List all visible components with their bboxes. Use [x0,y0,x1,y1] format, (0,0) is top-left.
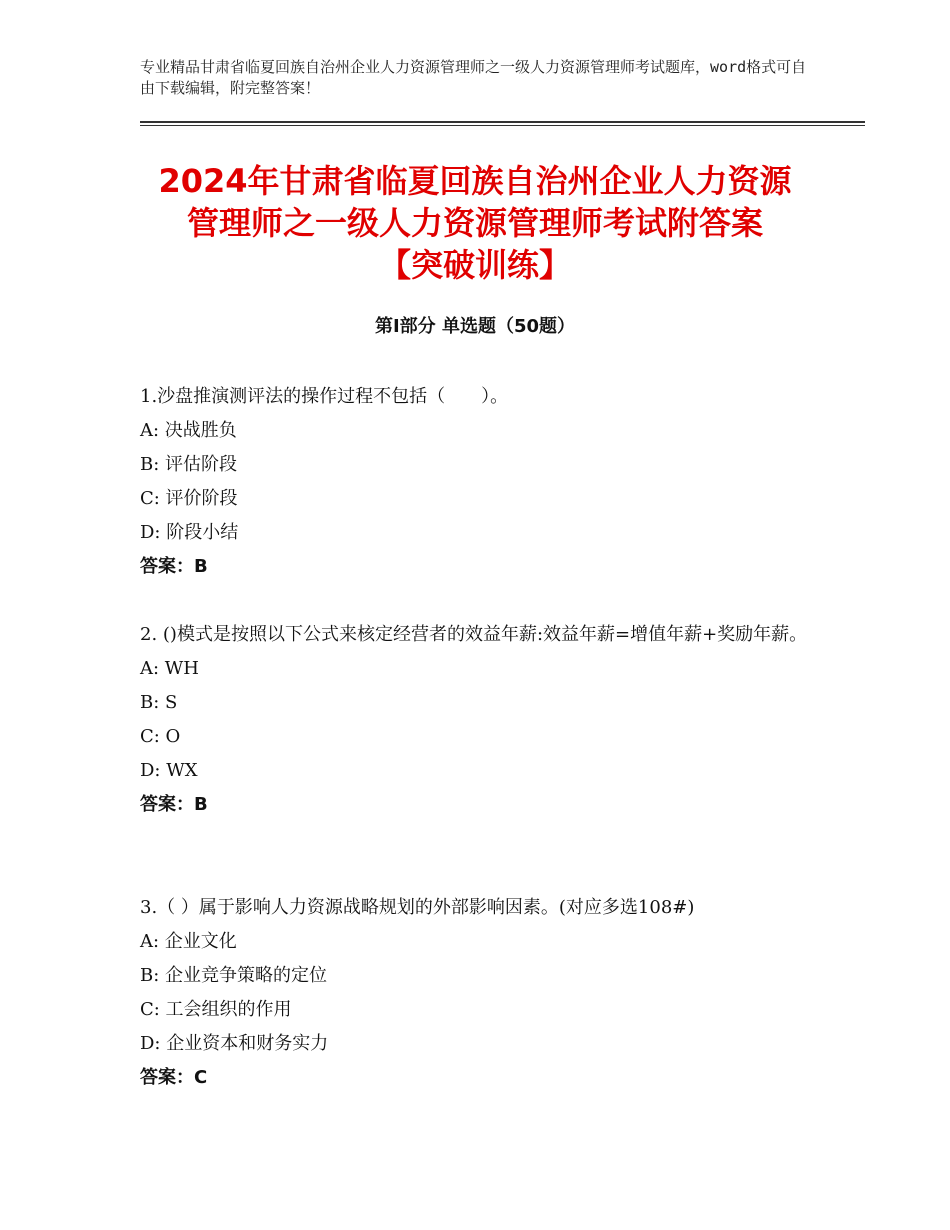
header-note: 专业精品甘肃省临夏回族自治州企业人力资源管理师之一级人力资源管理师考试题库，word格式可自由下载编辑，附完整答案！ [140,58,807,97]
title-line-2: 管理师之一级人力资源管理师考试附答案 [186,204,763,242]
option-d: D: 企业资本和财务实力 [140,1033,329,1054]
title-line-1: 2024年甘肃省临夏回族自治州企业人力资源 [158,162,792,200]
question-text: 3.（ ）属于影响人力资源战略规划的外部影响因素。(对应多选108#) [140,897,695,918]
option-d: D: WX [140,760,198,781]
option-a: A: 企业文化 [140,931,237,952]
question-1 [140,380,820,584]
question-text: 1.沙盘推演测评法的操作过程不包括（ ）。 [140,386,509,407]
option-a: A: WH [140,658,199,679]
question-2 [140,618,820,822]
answer: 答案：B [140,794,208,815]
option-b: B: S [140,692,178,713]
option-c: C: 工会组织的作用 [140,999,292,1020]
option-b: B: 评估阶段 [140,454,238,475]
answer: 答案：C [140,1067,208,1088]
document-title [100,160,850,286]
option-b: B: 企业竞争策略的定位 [140,965,328,986]
option-a: A: 决战胜负 [140,420,237,441]
option-c: C: 评价阶段 [140,488,238,509]
answer: 答案：B [140,556,208,577]
question-text: 2. ()模式是按照以下公式来核定经营者的效益年薪:效益年薪=增值年薪+奖励年薪。 [140,624,808,645]
option-d: D: 阶段小结 [140,522,239,543]
title-line-3: 【突破训练】 [378,246,571,284]
question-3 [140,891,820,1095]
option-c: C: O [140,726,181,747]
header-rule-thick [140,121,865,123]
section-heading: 第Ⅰ部分 单选题（50题） [374,316,575,337]
header-rule-thin [140,125,865,126]
